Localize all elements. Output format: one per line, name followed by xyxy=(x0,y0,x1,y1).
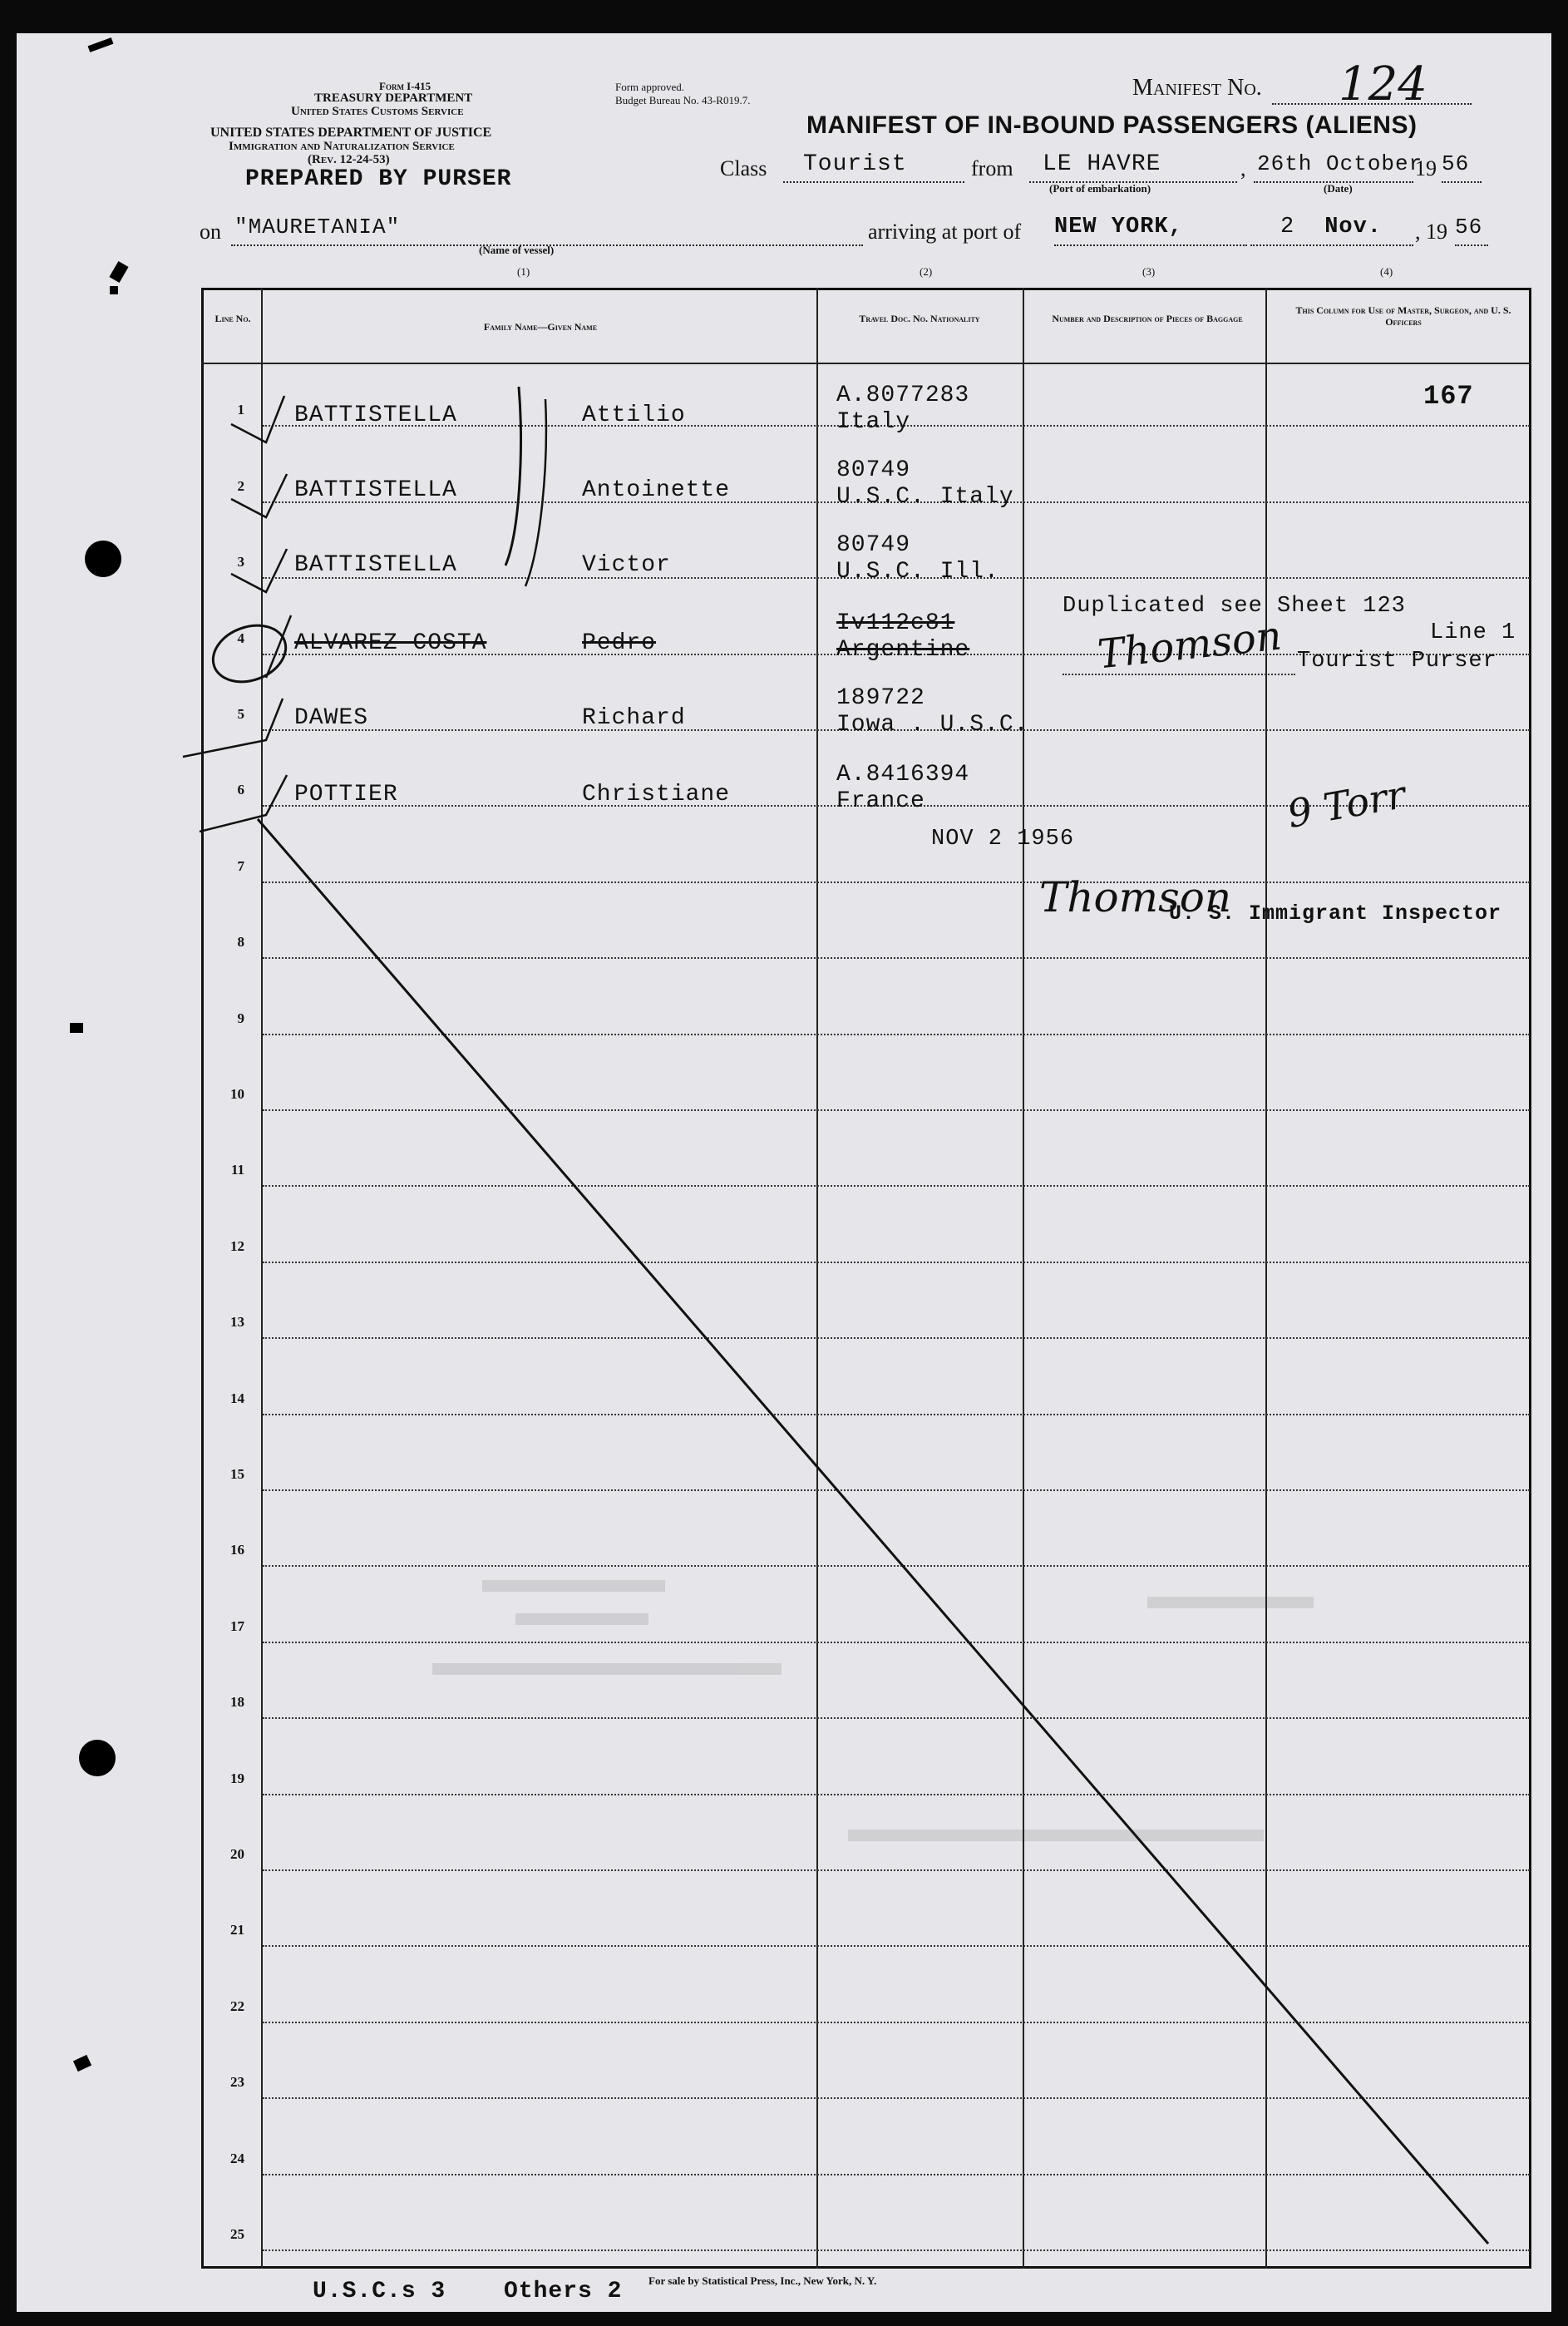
budget-bureau: Budget Bureau No. 43-R019.7. xyxy=(615,94,751,106)
given-name: Victor xyxy=(582,552,671,578)
travel-doc-number: A.8416394 xyxy=(836,762,970,788)
family-name: ALVAREZ-COSTA xyxy=(294,630,487,656)
manifest-title: MANIFEST OF IN-BOUND PASSENGERS (ALIENS) xyxy=(806,111,1418,139)
class-label: Class xyxy=(720,156,767,180)
line-number: 1 xyxy=(237,402,244,417)
punch-hole-2 xyxy=(79,1740,116,1776)
check-6 xyxy=(200,775,287,832)
year-2: 56 xyxy=(1455,215,1483,240)
justice-dept: UNITED STATES DEPARTMENT OF JUSTICE xyxy=(210,126,492,140)
line-number: 10 xyxy=(230,1086,244,1102)
nationality: Iowa . U.S.C. xyxy=(836,712,1029,738)
line-number: 3 xyxy=(237,554,244,570)
form-number: Form I-415 xyxy=(379,80,431,92)
duplicated-note: Duplicated see Sheet 123 xyxy=(1063,594,1406,619)
arrival-month: Nov. xyxy=(1324,215,1383,240)
line-number: 20 xyxy=(230,1846,244,1862)
officer-count: 167 xyxy=(1423,381,1474,412)
check-3 xyxy=(231,549,287,592)
line-number: 14 xyxy=(230,1390,244,1406)
date-comma: , xyxy=(1240,156,1246,180)
header-line-no: Line No. xyxy=(214,313,251,324)
on-label: on xyxy=(200,220,221,244)
line-number: 13 xyxy=(230,1314,244,1330)
pen-marks xyxy=(17,33,1551,2312)
vessel-name: "MAURETANIA" xyxy=(234,215,401,240)
footer-uscs: U.S.C.s 3 xyxy=(313,2279,446,2304)
line-number: 9 xyxy=(237,1010,244,1026)
manifest-page xyxy=(17,33,1551,2312)
class-value: Tourist xyxy=(803,151,907,177)
arrival-day: 2 xyxy=(1280,215,1295,240)
arriving-label: arriving at port of xyxy=(868,220,1022,244)
line-number: 25 xyxy=(230,2226,244,2242)
header-name: Family Name—Given Name xyxy=(483,321,598,333)
given-name: Christiane xyxy=(582,782,731,807)
prepared-by: PREPARED BY PURSER xyxy=(245,166,512,192)
given-name: Pedro xyxy=(582,630,657,656)
manifest-number: 124 xyxy=(1339,57,1427,111)
circle-4 xyxy=(205,616,293,692)
treasury-dept: TREASURY DEPARTMENT xyxy=(314,91,473,105)
family-name: BATTISTELLA xyxy=(294,552,457,578)
name-divider-mark xyxy=(505,387,520,565)
line-number: 12 xyxy=(230,1238,244,1254)
nationality: U.S.C. Italy xyxy=(836,484,1014,510)
given-name: Antoinette xyxy=(582,477,731,503)
initials: 9 Torr xyxy=(1284,772,1409,837)
header-baggage: Number and Description of Pieces of Baggage xyxy=(1052,313,1243,324)
inspector-title: U. S. Immigrant Inspector xyxy=(1169,901,1502,926)
header-travel-doc: Travel Doc. No. Nationality xyxy=(859,313,980,324)
nationality: Argentine xyxy=(836,637,970,663)
col-ref-3: (3) xyxy=(1142,265,1156,278)
line-1-note: Line 1 xyxy=(1430,620,1516,645)
vessel-caption: (Name of vessel) xyxy=(479,244,555,256)
family-name: BATTISTELLA xyxy=(294,477,457,503)
ins-service: Immigration and Naturalization Service xyxy=(229,140,455,153)
nationality: Italy xyxy=(836,409,911,435)
check-2 xyxy=(231,474,287,517)
manifest-label: Manifest No. xyxy=(1132,75,1262,101)
arrival-stamp: NOV 2 1956 xyxy=(931,827,1075,852)
col-ref-2: (2) xyxy=(920,265,933,278)
travel-doc-number: 80749 xyxy=(836,532,911,558)
travel-doc-number: Iv112c81 xyxy=(836,610,955,636)
check-1 xyxy=(231,396,284,442)
nationality: U.S.C. Ill. xyxy=(836,559,999,585)
from-label: from xyxy=(971,156,1013,180)
footer-printer: For sale by Statistical Press, Inc., New York, N. Y. xyxy=(648,2274,877,2287)
date-caption: (Date) xyxy=(1324,182,1353,195)
inspector-signature: Thomson xyxy=(1039,873,1232,921)
given-name: Attilio xyxy=(582,402,686,428)
nationality: France xyxy=(836,788,925,814)
year-1: 56 xyxy=(1442,151,1470,176)
travel-doc-number: 189722 xyxy=(836,685,925,711)
line-number: 24 xyxy=(230,2151,244,2166)
line-number: 18 xyxy=(230,1694,244,1710)
family-name: POTTIER xyxy=(294,782,398,807)
show-through xyxy=(432,1580,1347,1879)
year-prefix-2-text: 19 xyxy=(1426,220,1447,244)
embark-caption: (Port of embarkation) xyxy=(1049,182,1151,195)
line-number: 15 xyxy=(230,1466,244,1482)
year-prefix-1: 19 xyxy=(1415,156,1437,180)
header-officers: This Column for Use of Master, Surgeon, and U. S. Officers xyxy=(1295,304,1511,328)
check-5 xyxy=(183,699,283,757)
line-number: 11 xyxy=(230,1162,244,1178)
arrival-port: NEW YORK, xyxy=(1054,215,1183,240)
line-number: 16 xyxy=(230,1542,244,1558)
line-number: 5 xyxy=(237,706,244,722)
col-ref-4: (4) xyxy=(1380,265,1393,278)
tourist-purser-note: Tourist Purser xyxy=(1297,649,1497,674)
line-number: 19 xyxy=(230,1770,244,1786)
purser-signature: Thomson xyxy=(1095,612,1284,679)
family-name: BATTISTELLA xyxy=(294,402,457,428)
line-number: 21 xyxy=(230,1922,244,1938)
line-number: 23 xyxy=(230,2074,244,2090)
line-number: 22 xyxy=(230,1998,244,2014)
check-4 xyxy=(266,615,291,678)
cancel-line xyxy=(258,819,1488,2244)
embark-port: LE HAVRE xyxy=(1043,151,1161,177)
form-approved: Form approved. xyxy=(615,81,685,93)
line-number: 4 xyxy=(237,630,244,646)
revision: (Rev. 12-24-53) xyxy=(308,153,390,166)
family-name: DAWES xyxy=(294,705,369,731)
name-divider-mark-2 xyxy=(525,399,546,586)
footer-others: Others 2 xyxy=(504,2279,623,2304)
given-name: Richard xyxy=(582,705,686,731)
travel-doc-number: A.8077283 xyxy=(836,383,970,408)
customs-service: United States Customs Service xyxy=(291,105,464,118)
line-number: 17 xyxy=(230,1618,244,1634)
line-number: 2 xyxy=(237,478,244,494)
margin-mark-3 xyxy=(70,1023,83,1033)
date-value: 26th October xyxy=(1257,151,1423,176)
margin-mark-2 xyxy=(110,286,118,294)
travel-doc-number: 80749 xyxy=(836,457,911,483)
line-number: 7 xyxy=(237,858,244,874)
line-number: 8 xyxy=(237,934,244,950)
year-prefix-2: , 19 xyxy=(1415,220,1447,244)
punch-hole-1 xyxy=(85,541,121,577)
col-ref-1: (1) xyxy=(517,265,530,278)
line-number: 6 xyxy=(237,782,244,798)
